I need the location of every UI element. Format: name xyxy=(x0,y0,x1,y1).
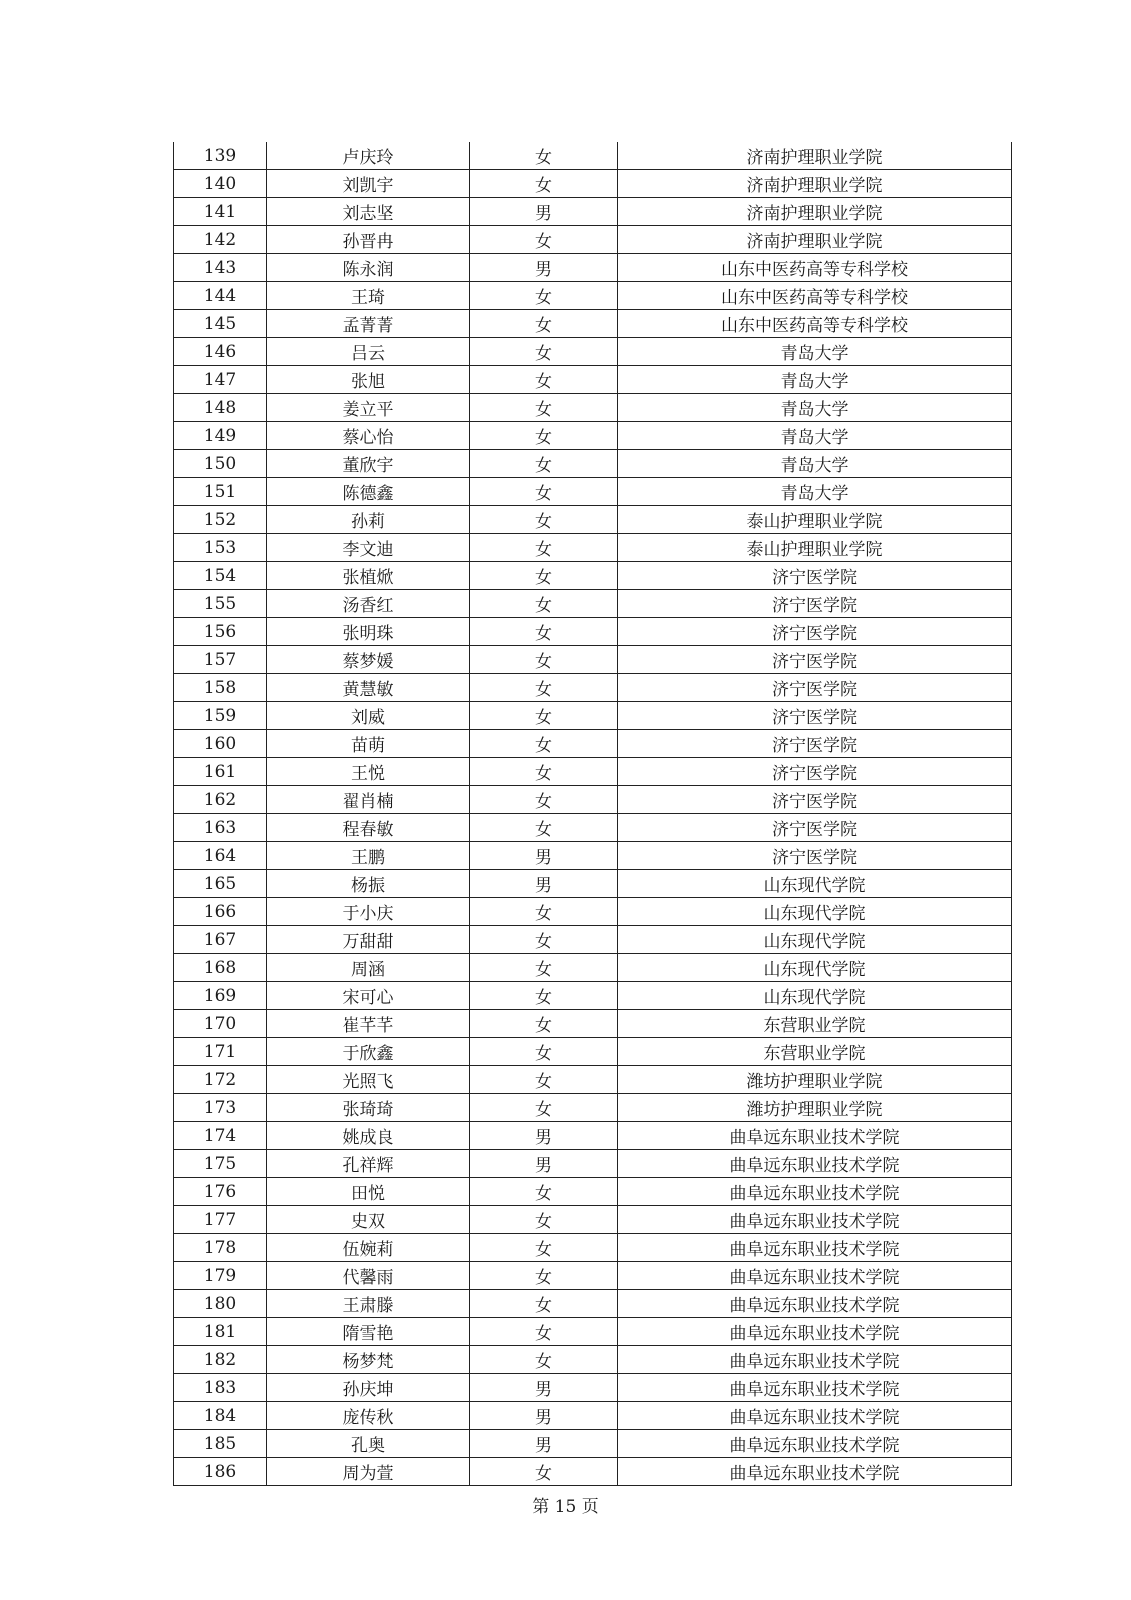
row-number-cell: 139 xyxy=(174,142,267,170)
table-row xyxy=(174,1290,1012,1318)
table-row xyxy=(174,394,1012,422)
school-cell: 曲阜远东职业技术学院 xyxy=(618,1206,1012,1234)
school-cell: 曲阜远东职业技术学院 xyxy=(618,1290,1012,1318)
school-cell: 山东现代学院 xyxy=(618,926,1012,954)
name-cell: 苗萌 xyxy=(267,730,470,758)
table-row xyxy=(174,1318,1012,1346)
row-number-cell: 148 xyxy=(174,394,267,422)
gender-cell: 女 xyxy=(470,1066,618,1094)
gender-cell: 男 xyxy=(470,842,618,870)
gender-cell: 男 xyxy=(470,1402,618,1430)
gender-cell: 女 xyxy=(470,1290,618,1318)
name-cell: 万甜甜 xyxy=(267,926,470,954)
table-row xyxy=(174,1402,1012,1430)
name-cell: 史双 xyxy=(267,1206,470,1234)
table-row xyxy=(174,1262,1012,1290)
table-row xyxy=(174,898,1012,926)
table-row xyxy=(174,1458,1012,1486)
table-row xyxy=(174,170,1012,198)
table-row xyxy=(174,338,1012,366)
school-cell: 济宁医学院 xyxy=(618,814,1012,842)
school-cell: 济宁医学院 xyxy=(618,562,1012,590)
gender-cell: 女 xyxy=(470,1010,618,1038)
school-cell: 青岛大学 xyxy=(618,478,1012,506)
school-cell: 山东现代学院 xyxy=(618,898,1012,926)
name-cell: 孟菁菁 xyxy=(267,310,470,338)
gender-cell: 女 xyxy=(470,1178,618,1206)
name-cell: 孔祥辉 xyxy=(267,1150,470,1178)
row-number-cell: 156 xyxy=(174,618,267,646)
gender-cell: 男 xyxy=(470,870,618,898)
school-cell: 曲阜远东职业技术学院 xyxy=(618,1374,1012,1402)
gender-cell: 女 xyxy=(470,170,618,198)
table-row xyxy=(174,1206,1012,1234)
table-row xyxy=(174,226,1012,254)
school-cell: 山东现代学院 xyxy=(618,954,1012,982)
row-number-cell: 146 xyxy=(174,338,267,366)
row-number-cell: 150 xyxy=(174,450,267,478)
school-cell: 东营职业学院 xyxy=(618,1010,1012,1038)
school-cell: 曲阜远东职业技术学院 xyxy=(618,1234,1012,1262)
name-cell: 周涵 xyxy=(267,954,470,982)
table-row xyxy=(174,926,1012,954)
name-cell: 庞传秋 xyxy=(267,1402,470,1430)
school-cell: 曲阜远东职业技术学院 xyxy=(618,1150,1012,1178)
gender-cell: 女 xyxy=(470,590,618,618)
gender-cell: 女 xyxy=(470,1094,618,1122)
school-cell: 济宁医学院 xyxy=(618,674,1012,702)
school-cell: 青岛大学 xyxy=(618,394,1012,422)
row-number-cell: 166 xyxy=(174,898,267,926)
name-cell: 杨梦梵 xyxy=(267,1346,470,1374)
name-cell: 王鹏 xyxy=(267,842,470,870)
school-cell: 济宁医学院 xyxy=(618,758,1012,786)
name-cell: 王琦 xyxy=(267,282,470,310)
row-number-cell: 171 xyxy=(174,1038,267,1066)
gender-cell: 女 xyxy=(470,1458,618,1486)
name-cell: 卢庆玲 xyxy=(267,142,470,170)
table-row xyxy=(174,506,1012,534)
row-number-cell: 167 xyxy=(174,926,267,954)
gender-cell: 女 xyxy=(470,282,618,310)
gender-cell: 男 xyxy=(470,254,618,282)
table-row xyxy=(174,534,1012,562)
row-number-cell: 151 xyxy=(174,478,267,506)
table-row xyxy=(174,422,1012,450)
gender-cell: 女 xyxy=(470,1206,618,1234)
gender-cell: 女 xyxy=(470,226,618,254)
row-number-cell: 144 xyxy=(174,282,267,310)
gender-cell: 女 xyxy=(470,982,618,1010)
table-row xyxy=(174,982,1012,1010)
school-cell: 曲阜远东职业技术学院 xyxy=(618,1430,1012,1458)
school-cell: 曲阜远东职业技术学院 xyxy=(618,1346,1012,1374)
name-cell: 张植焮 xyxy=(267,562,470,590)
table-row xyxy=(174,954,1012,982)
table-row xyxy=(174,730,1012,758)
row-number-cell: 162 xyxy=(174,786,267,814)
row-number-cell: 147 xyxy=(174,366,267,394)
row-number-cell: 182 xyxy=(174,1346,267,1374)
gender-cell: 女 xyxy=(470,1262,618,1290)
name-cell: 宋可心 xyxy=(267,982,470,1010)
row-number-cell: 177 xyxy=(174,1206,267,1234)
gender-cell: 女 xyxy=(470,898,618,926)
name-cell: 陈永润 xyxy=(267,254,470,282)
school-cell: 青岛大学 xyxy=(618,338,1012,366)
gender-cell: 女 xyxy=(470,1038,618,1066)
gender-cell: 女 xyxy=(470,338,618,366)
name-cell: 王肃滕 xyxy=(267,1290,470,1318)
name-cell: 刘威 xyxy=(267,702,470,730)
name-cell: 蔡梦媛 xyxy=(267,646,470,674)
table-row xyxy=(174,590,1012,618)
table-row xyxy=(174,674,1012,702)
row-number-cell: 179 xyxy=(174,1262,267,1290)
school-cell: 济宁医学院 xyxy=(618,842,1012,870)
name-cell: 刘凯宇 xyxy=(267,170,470,198)
school-cell: 济宁医学院 xyxy=(618,702,1012,730)
name-cell: 李文迪 xyxy=(267,534,470,562)
name-cell: 孙莉 xyxy=(267,506,470,534)
table-row xyxy=(174,786,1012,814)
table-row xyxy=(174,842,1012,870)
row-number-cell: 170 xyxy=(174,1010,267,1038)
school-cell: 泰山护理职业学院 xyxy=(618,534,1012,562)
gender-cell: 女 xyxy=(470,730,618,758)
gender-cell: 男 xyxy=(470,1150,618,1178)
name-cell: 孔奥 xyxy=(267,1430,470,1458)
row-number-cell: 183 xyxy=(174,1374,267,1402)
name-cell: 张琦琦 xyxy=(267,1094,470,1122)
school-cell: 潍坊护理职业学院 xyxy=(618,1066,1012,1094)
gender-cell: 女 xyxy=(470,310,618,338)
table-row xyxy=(174,1234,1012,1262)
table-row xyxy=(174,814,1012,842)
school-cell: 曲阜远东职业技术学院 xyxy=(618,1122,1012,1150)
table-row xyxy=(174,646,1012,674)
row-number-cell: 141 xyxy=(174,198,267,226)
page-number: 第 15 页 xyxy=(532,1497,599,1517)
row-number-cell: 184 xyxy=(174,1402,267,1430)
gender-cell: 女 xyxy=(470,926,618,954)
name-cell: 孙晋冉 xyxy=(267,226,470,254)
row-number-cell: 175 xyxy=(174,1150,267,1178)
roster-table-body xyxy=(174,142,1012,1486)
table-row xyxy=(174,1430,1012,1458)
name-cell: 伍婉莉 xyxy=(267,1234,470,1262)
name-cell: 田悦 xyxy=(267,1178,470,1206)
row-number-cell: 154 xyxy=(174,562,267,590)
name-cell: 汤香红 xyxy=(267,590,470,618)
table-row xyxy=(174,1122,1012,1150)
row-number-cell: 155 xyxy=(174,590,267,618)
school-cell: 山东现代学院 xyxy=(618,982,1012,1010)
table-row xyxy=(174,282,1012,310)
row-number-cell: 149 xyxy=(174,422,267,450)
name-cell: 姜立平 xyxy=(267,394,470,422)
row-number-cell: 160 xyxy=(174,730,267,758)
name-cell: 黄慧敏 xyxy=(267,674,470,702)
table-row xyxy=(174,758,1012,786)
school-cell: 山东中医药高等专科学校 xyxy=(618,282,1012,310)
gender-cell: 女 xyxy=(470,646,618,674)
school-cell: 山东现代学院 xyxy=(618,870,1012,898)
row-number-cell: 158 xyxy=(174,674,267,702)
school-cell: 山东中医药高等专科学校 xyxy=(618,254,1012,282)
table-row xyxy=(174,254,1012,282)
name-cell: 于小庆 xyxy=(267,898,470,926)
row-number-cell: 161 xyxy=(174,758,267,786)
gender-cell: 女 xyxy=(470,758,618,786)
name-cell: 董欣宇 xyxy=(267,450,470,478)
table-row xyxy=(174,1094,1012,1122)
row-number-cell: 145 xyxy=(174,310,267,338)
row-number-cell: 153 xyxy=(174,534,267,562)
school-cell: 济南护理职业学院 xyxy=(618,226,1012,254)
table-row xyxy=(174,478,1012,506)
gender-cell: 女 xyxy=(470,506,618,534)
table-row xyxy=(174,1150,1012,1178)
gender-cell: 女 xyxy=(470,562,618,590)
row-number-cell: 185 xyxy=(174,1430,267,1458)
name-cell: 代馨雨 xyxy=(267,1262,470,1290)
gender-cell: 女 xyxy=(470,1234,618,1262)
name-cell: 光照飞 xyxy=(267,1066,470,1094)
table-row xyxy=(174,1178,1012,1206)
name-cell: 隋雪艳 xyxy=(267,1318,470,1346)
gender-cell: 女 xyxy=(470,534,618,562)
gender-cell: 女 xyxy=(470,394,618,422)
school-cell: 济宁医学院 xyxy=(618,730,1012,758)
table-row xyxy=(174,870,1012,898)
school-cell: 济宁医学院 xyxy=(618,646,1012,674)
school-cell: 曲阜远东职业技术学院 xyxy=(618,1318,1012,1346)
name-cell: 翟肖楠 xyxy=(267,786,470,814)
table-row xyxy=(174,702,1012,730)
gender-cell: 女 xyxy=(470,814,618,842)
school-cell: 青岛大学 xyxy=(618,450,1012,478)
table-row xyxy=(174,310,1012,338)
row-number-cell: 157 xyxy=(174,646,267,674)
table-row xyxy=(174,1038,1012,1066)
row-number-cell: 181 xyxy=(174,1318,267,1346)
table-row xyxy=(174,366,1012,394)
name-cell: 姚成良 xyxy=(267,1122,470,1150)
table-row xyxy=(174,1066,1012,1094)
row-number-cell: 186 xyxy=(174,1458,267,1486)
gender-cell: 女 xyxy=(470,366,618,394)
gender-cell: 女 xyxy=(470,674,618,702)
table-row xyxy=(174,450,1012,478)
row-number-cell: 159 xyxy=(174,702,267,730)
school-cell: 曲阜远东职业技术学院 xyxy=(618,1402,1012,1430)
gender-cell: 女 xyxy=(470,478,618,506)
gender-cell: 女 xyxy=(470,422,618,450)
gender-cell: 男 xyxy=(470,1374,618,1402)
row-number-cell: 173 xyxy=(174,1094,267,1122)
gender-cell: 男 xyxy=(470,1122,618,1150)
gender-cell: 女 xyxy=(470,702,618,730)
school-cell: 济南护理职业学院 xyxy=(618,170,1012,198)
gender-cell: 女 xyxy=(470,1346,618,1374)
school-cell: 济南护理职业学院 xyxy=(618,198,1012,226)
school-cell: 东营职业学院 xyxy=(618,1038,1012,1066)
name-cell: 周为萱 xyxy=(267,1458,470,1486)
row-number-cell: 163 xyxy=(174,814,267,842)
row-number-cell: 165 xyxy=(174,870,267,898)
table-row xyxy=(174,1010,1012,1038)
gender-cell: 男 xyxy=(470,198,618,226)
gender-cell: 女 xyxy=(470,786,618,814)
gender-cell: 男 xyxy=(470,1430,618,1458)
row-number-cell: 168 xyxy=(174,954,267,982)
name-cell: 孙庆坤 xyxy=(267,1374,470,1402)
row-number-cell: 180 xyxy=(174,1290,267,1318)
school-cell: 济南护理职业学院 xyxy=(618,142,1012,170)
school-cell: 曲阜远东职业技术学院 xyxy=(618,1262,1012,1290)
gender-cell: 女 xyxy=(470,450,618,478)
school-cell: 济宁医学院 xyxy=(618,590,1012,618)
row-number-cell: 143 xyxy=(174,254,267,282)
name-cell: 程春敏 xyxy=(267,814,470,842)
table-row xyxy=(174,618,1012,646)
name-cell: 刘志坚 xyxy=(267,198,470,226)
school-cell: 济宁医学院 xyxy=(618,618,1012,646)
name-cell: 吕云 xyxy=(267,338,470,366)
row-number-cell: 169 xyxy=(174,982,267,1010)
school-cell: 潍坊护理职业学院 xyxy=(618,1094,1012,1122)
school-cell: 泰山护理职业学院 xyxy=(618,506,1012,534)
row-number-cell: 172 xyxy=(174,1066,267,1094)
school-cell: 济宁医学院 xyxy=(618,786,1012,814)
name-cell: 崔芊芊 xyxy=(267,1010,470,1038)
gender-cell: 女 xyxy=(470,1318,618,1346)
table-row xyxy=(174,142,1012,170)
name-cell: 张旭 xyxy=(267,366,470,394)
row-number-cell: 142 xyxy=(174,226,267,254)
school-cell: 青岛大学 xyxy=(618,366,1012,394)
row-number-cell: 164 xyxy=(174,842,267,870)
name-cell: 张明珠 xyxy=(267,618,470,646)
school-cell: 青岛大学 xyxy=(618,422,1012,450)
roster-table xyxy=(173,142,1012,1486)
table-row xyxy=(174,1374,1012,1402)
name-cell: 蔡心怡 xyxy=(267,422,470,450)
row-number-cell: 152 xyxy=(174,506,267,534)
name-cell: 陈德鑫 xyxy=(267,478,470,506)
gender-cell: 女 xyxy=(470,954,618,982)
row-number-cell: 174 xyxy=(174,1122,267,1150)
gender-cell: 女 xyxy=(470,618,618,646)
school-cell: 曲阜远东职业技术学院 xyxy=(618,1178,1012,1206)
name-cell: 杨振 xyxy=(267,870,470,898)
row-number-cell: 140 xyxy=(174,170,267,198)
row-number-cell: 176 xyxy=(174,1178,267,1206)
school-cell: 曲阜远东职业技术学院 xyxy=(618,1458,1012,1486)
school-cell: 山东中医药高等专科学校 xyxy=(618,310,1012,338)
table-row xyxy=(174,1346,1012,1374)
name-cell: 于欣鑫 xyxy=(267,1038,470,1066)
table-row xyxy=(174,562,1012,590)
table-row xyxy=(174,198,1012,226)
gender-cell: 女 xyxy=(470,142,618,170)
row-number-cell: 178 xyxy=(174,1234,267,1262)
name-cell: 王悦 xyxy=(267,758,470,786)
